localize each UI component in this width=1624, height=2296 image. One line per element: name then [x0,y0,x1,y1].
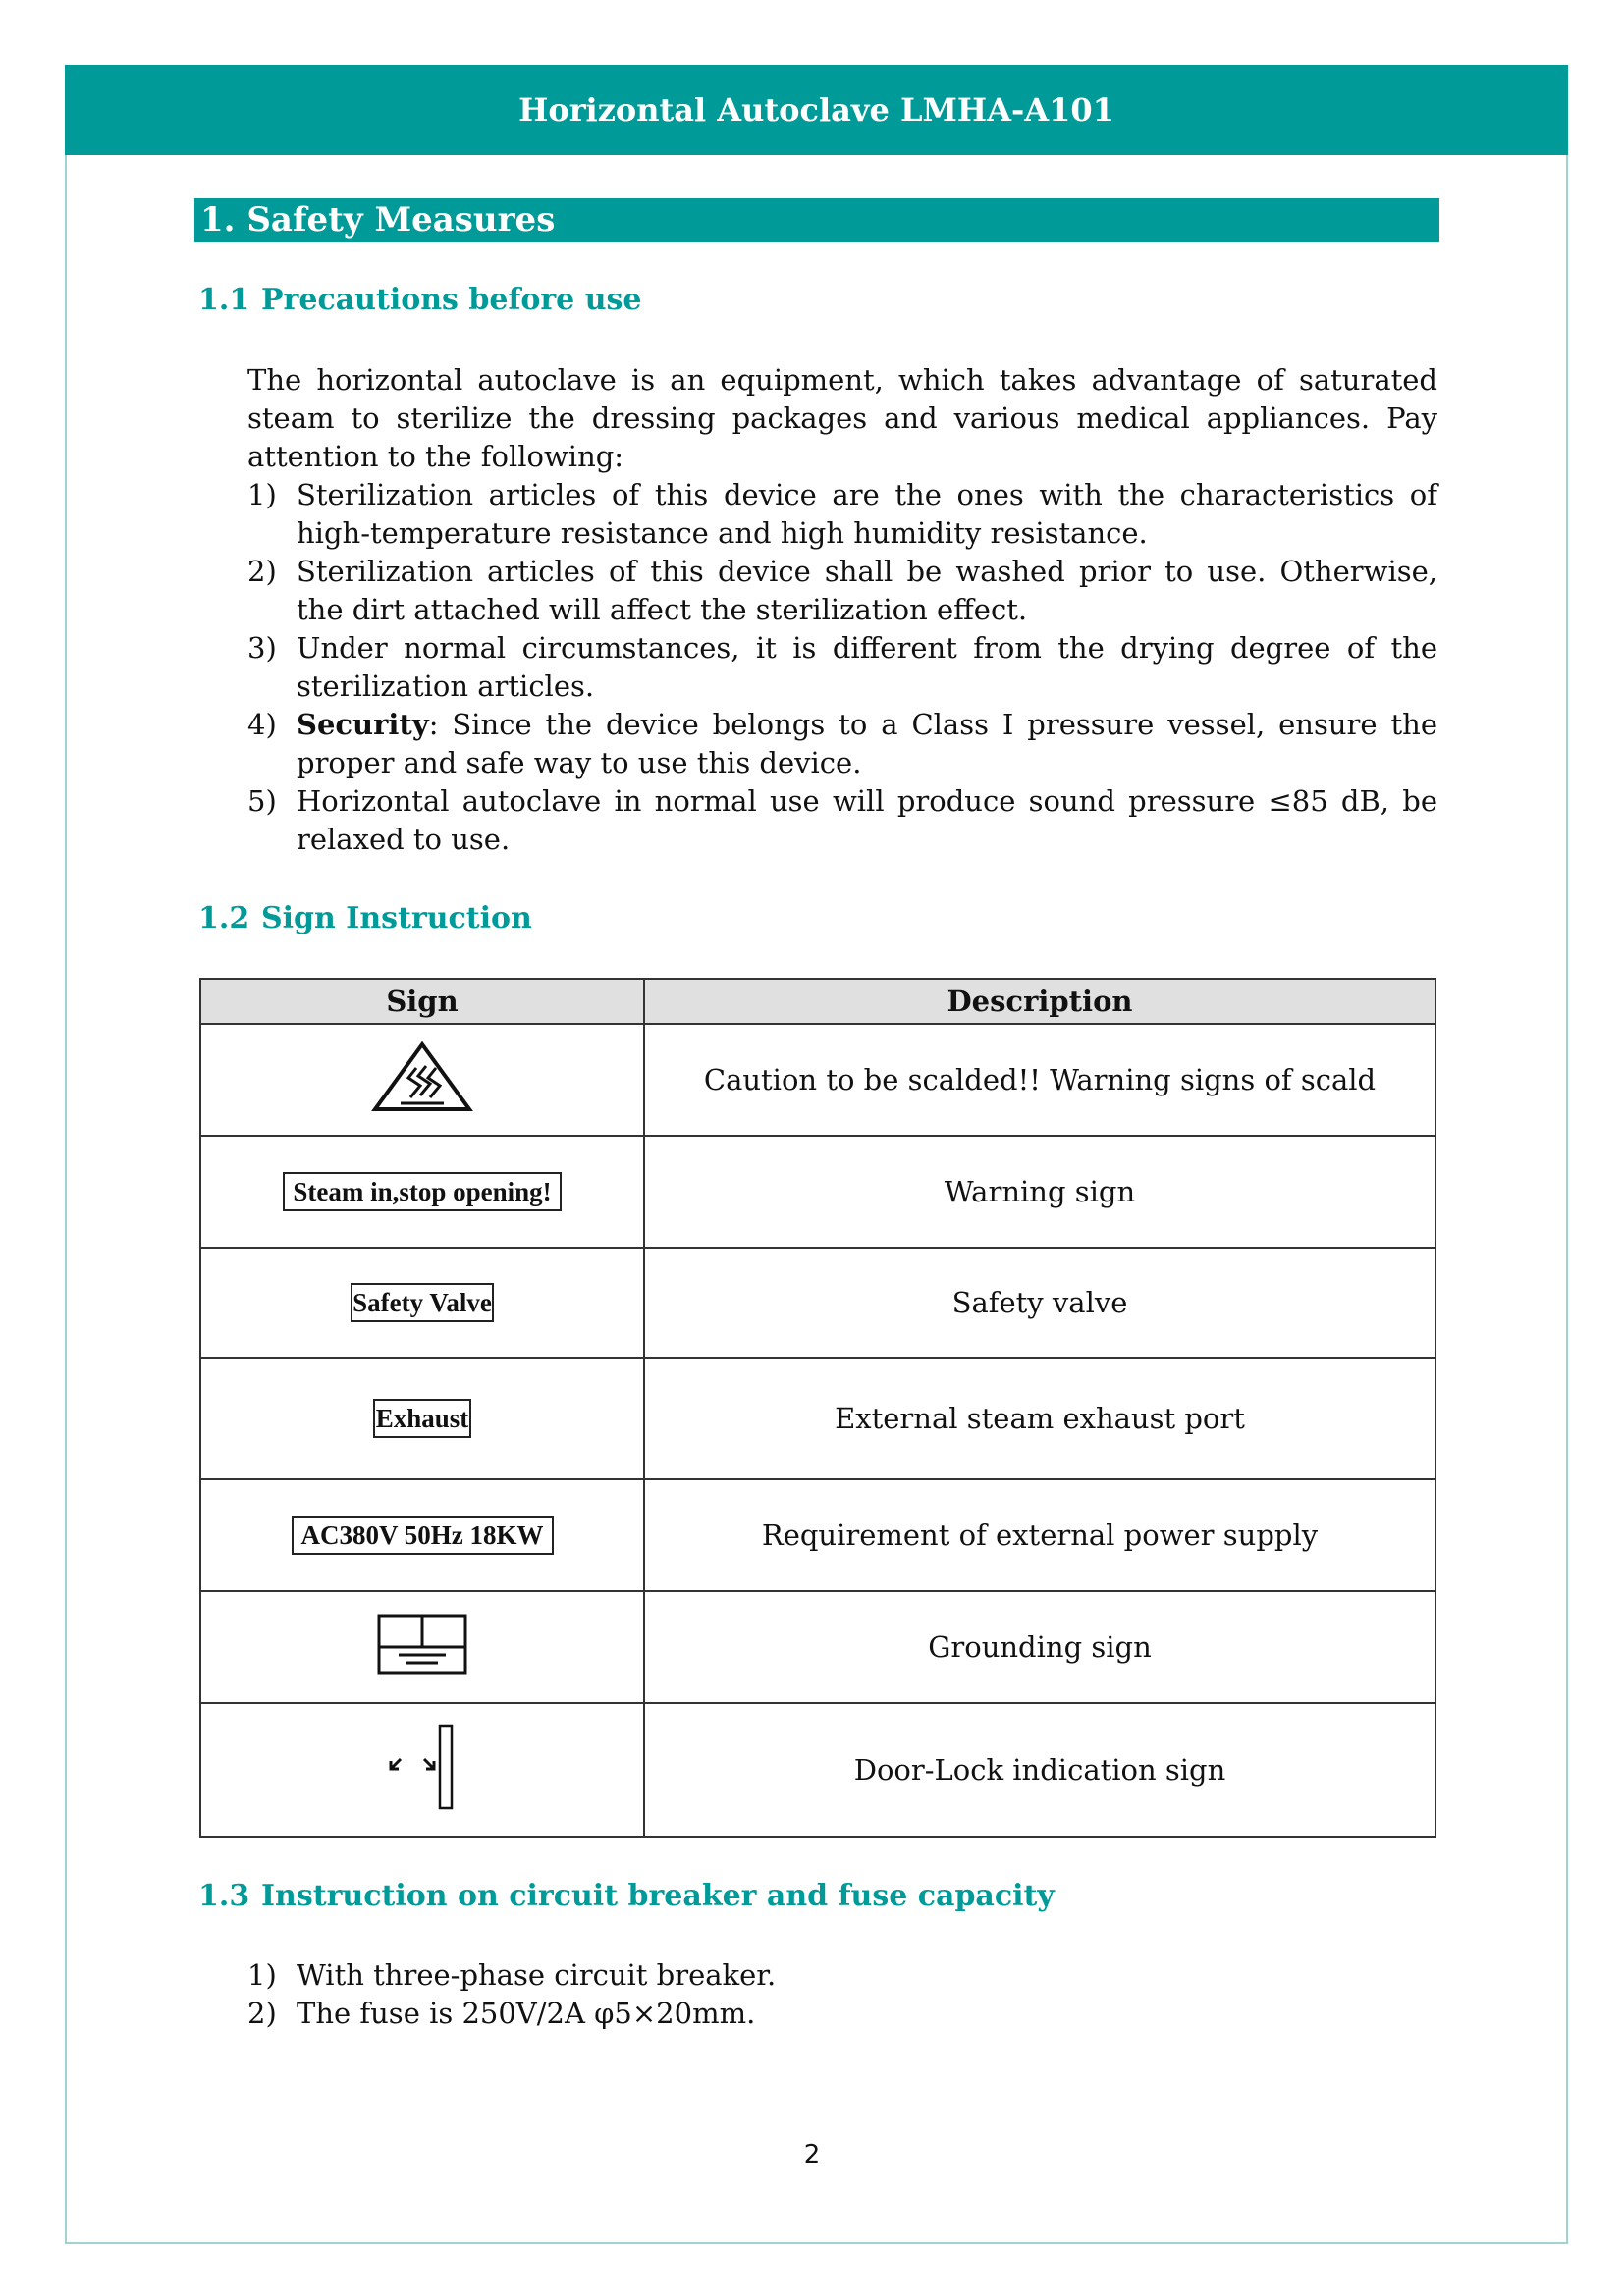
circuit-list [247,1956,1437,2033]
subheading-number: 1.2 [198,901,250,935]
table-header-row [200,979,1435,1024]
subheading-number: 1.3 [198,1879,250,1913]
section-title: Safety Measures [246,200,556,240]
item-text: : Since the device belongs to a Class I pressure vessel, ensure the proper and safe way to use this device. [297,708,1437,779]
list-item [247,1995,1437,2033]
sign-cell [200,1248,644,1358]
description-cell: Door-Lock indication sign [644,1703,1435,1837]
item-text: Sterilization articles of this device shall be washed prior to use. Otherwise, the dirt attached will affect the sterilization effect. [297,555,1437,626]
description-cell: Requirement of external power supply [644,1479,1435,1591]
section-heading [194,198,1439,242]
item-number: 1) [247,478,277,511]
grounding-icon [377,1614,467,1675]
scald-warning-icon [371,1041,473,1113]
description-cell: Caution to be scalded!! Warning signs of scald [644,1024,1435,1136]
subheading-circuit-breaker [198,1879,1055,1913]
item-number: 2) [247,555,277,588]
sign-table [199,978,1436,1838]
item-number: 2) [247,1997,277,2030]
item-text: Horizontal autoclave in normal use will produce sound pressure ≤85 dB, be relaxed to use. [297,784,1437,856]
sign-label: AC380V 50Hz 18KW [292,1516,554,1555]
sign-cell [200,1479,644,1591]
sign-cell [200,1024,644,1136]
item-bold-term: Security [297,708,429,741]
item-text: Under normal circumstances, it is different from the drying degree of the sterilization articles. [297,631,1437,703]
sign-cell [200,1136,644,1248]
list-item [247,1956,1437,1995]
section-number: 1. [200,200,236,240]
document-header [65,65,1568,155]
sign-cell [200,1591,644,1703]
document-title: Horizontal Autoclave LMHA-A101 [518,91,1114,129]
description-cell: Warning sign [644,1136,1435,1248]
page-number: 2 [803,2140,821,2169]
item-number: 1) [247,1958,277,1992]
sign-label: Steam in,stop opening! [283,1172,561,1211]
list-item [247,476,1437,553]
description-cell: Safety valve [644,1248,1435,1358]
list-item [247,553,1437,629]
precautions-list [247,476,1437,859]
sign-label: Exhaust [373,1399,472,1438]
sign-cell [200,1703,644,1837]
description-cell: Grounding sign [644,1591,1435,1703]
table-row [200,1248,1435,1358]
item-text: The fuse is 250V/2A φ5×20mm. [297,1997,756,2030]
list-item [247,706,1437,782]
door-lock-icon [383,1724,461,1810]
table-row [200,1591,1435,1703]
sign-cell [200,1358,644,1479]
intro-paragraph: The horizontal autoclave is an equipment, which takes advantage of saturated steam to sterilize the dressing packages and various medical appliances. Pay attention to the following: [247,363,1437,473]
description-cell: External steam exhaust port [644,1358,1435,1479]
item-text: With three-phase circuit breaker. [297,1958,777,1992]
table-row [200,1703,1435,1837]
subheading-title: Instruction on circuit breaker and fuse capacity [261,1879,1055,1913]
list-item [247,629,1437,706]
table-row [200,1479,1435,1591]
subheading-title: Precautions before use [261,283,642,317]
subheading-sign-instruction [198,901,532,935]
sign-label: Safety Valve [351,1283,494,1322]
subheading-title: Sign Instruction [261,901,532,935]
item-text: Sterilization articles of this device are the ones with the characteristics of high-temperature resistance and high humidity resistance. [297,478,1437,550]
subheading-number: 1.1 [198,283,250,317]
list-item [247,782,1437,859]
table-row [200,1024,1435,1136]
column-header-description: Description [644,979,1435,1024]
table-row [200,1358,1435,1479]
subheading-precautions [198,283,641,317]
item-number: 3) [247,631,277,665]
column-header-sign: Sign [200,979,644,1024]
item-number: 5) [247,784,277,818]
item-number: 4) [247,708,277,741]
table-row [200,1136,1435,1248]
